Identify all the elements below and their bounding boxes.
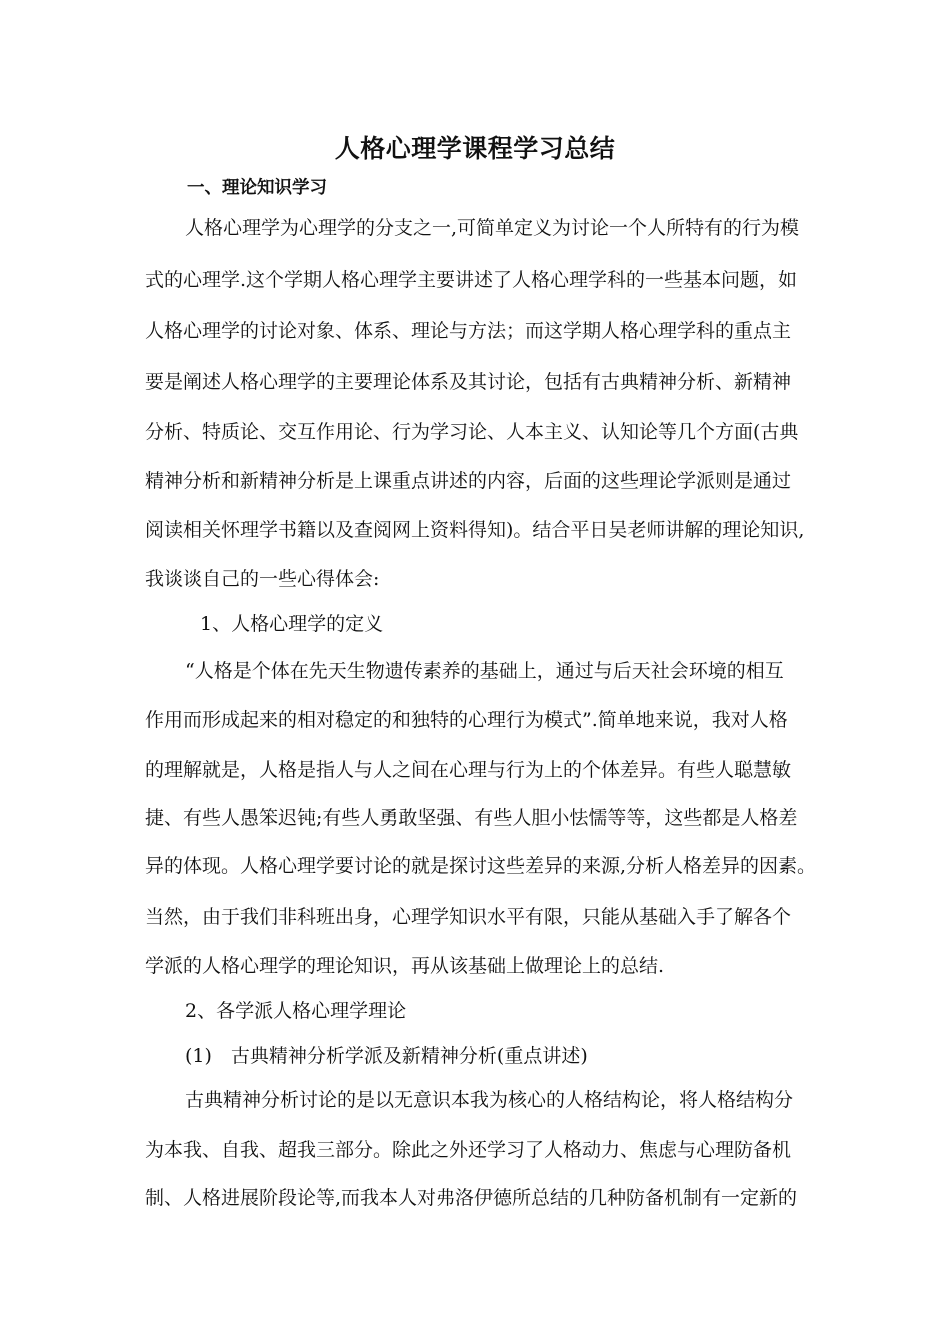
paragraph-line: 学派的人格心理学的理论知识，再从该基础上做理论上的总结. xyxy=(145,955,665,977)
paragraph-line: 的理解就是，人格是指人与人之间在心理与行为上的个体差异。有些人聪慧敏 xyxy=(145,759,792,781)
subsection-heading: 2、各学派人格心理学理论 xyxy=(185,1000,407,1022)
subsection-heading: 1、人格心理学的定义 xyxy=(200,613,384,635)
paragraph-line: 式的心理学.这个学期人格心理学主要讲述了人格心理学科的一些基本问题，如 xyxy=(145,269,798,291)
paragraph-line: 当然，由于我们非科班出身，心理学知识水平有限，只能从基础入手了解各个 xyxy=(145,906,792,928)
paragraph-line: 精神分析和新精神分析是上课重点讲述的内容，后面的这些理论学派则是通过 xyxy=(145,470,792,492)
section-heading: 一、理论知识学习 xyxy=(187,178,327,198)
paragraph-line: 制、人格进展阶段论等,而我本人对弗洛伊德所总结的几种防备机制有一定新的 xyxy=(145,1187,798,1209)
paragraph-line: 我谈谈自己的一些心得体会: xyxy=(145,568,380,590)
subsection-heading: (1) 古典精神分析学派及新精神分析(重点讲述) xyxy=(185,1045,588,1067)
paragraph-line: “人格是个体在先天生物遗传素养的基础上，通过与后天社会环境的相互 xyxy=(185,660,784,682)
paragraph-line: 分析、特质论、交互作用论、行为学习论、人本主义、认知论等几个方面(古典 xyxy=(145,421,799,443)
paragraph-line: 捷、有些人愚笨迟钝;有些人勇敢坚强、有些人胆小怯懦等等，这些都是人格差 xyxy=(145,807,798,829)
paragraph-line: 为本我、自我、超我三部分。除此之外还学习了人格动力、焦虑与心理防备机 xyxy=(145,1139,792,1161)
paragraph-line: 古典精神分析讨论的是以无意识本我为核心的人格结构论，将人格结构分 xyxy=(185,1089,794,1111)
page-title: 人格心理学课程学习总结 xyxy=(334,134,616,163)
paragraph-line: 阅读相关怀理学书籍以及查阅网上资料得知)。结合平日吴老师讲解的理论知识, xyxy=(145,519,805,541)
paragraph-line: 要是阐述人格心理学的主要理论体系及其讨论，包括有古典精神分析、新精神 xyxy=(145,371,792,393)
paragraph-line: 异的体现。人格心理学要讨论的就是探讨这些差异的来源,分析人格差异的因素。 xyxy=(145,855,817,877)
paragraph-line: 作用而形成起来的相对稳定的和独特的心理行为模式”.简单地来说，我对人格 xyxy=(145,709,788,731)
paragraph-line: 人格心理学的讨论对象、体系、理论与方法；而这学期人格心理学科的重点主 xyxy=(145,320,792,342)
paragraph-line: 人格心理学为心理学的分支之一,可简单定义为讨论一个人所特有的行为模 xyxy=(185,217,800,239)
